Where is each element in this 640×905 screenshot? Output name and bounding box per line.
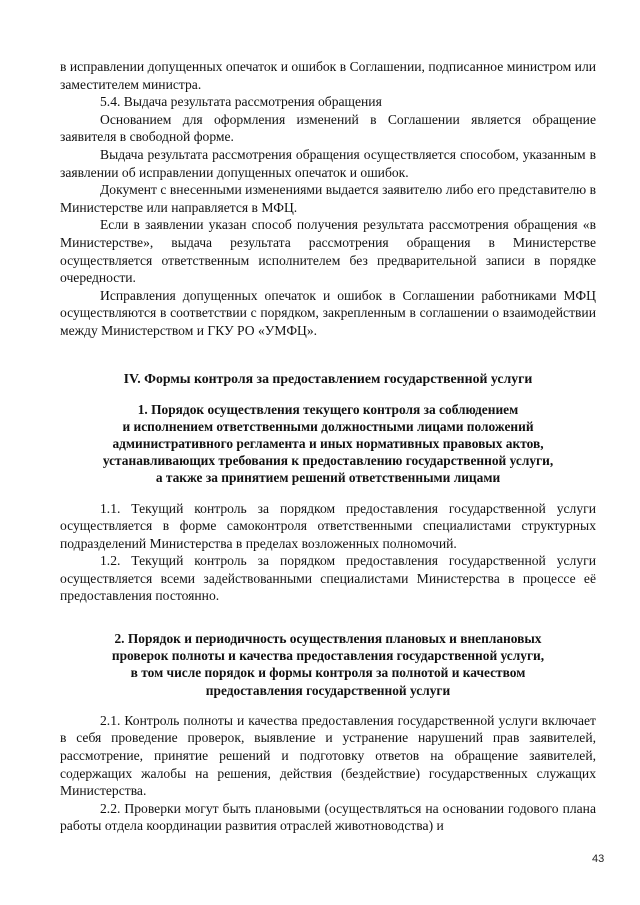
- subsection-title-line: и исполнением ответственными должностными лицами положений: [122, 418, 534, 434]
- paragraph: 2.2. Проверки могут быть плановыми (осуществляться на основании годового плана работы отдела координации развития отраслей животноводства) и: [60, 800, 596, 834]
- subsection-title-line: 2. Порядок и периодичность осуществления плановых и внеплановых: [114, 631, 542, 647]
- subsection-1-title: [60, 401, 596, 487]
- paragraph: Выдача результата рассмотрения обращения осуществляется способом, указанным в заявлении об исправлении допущенных опечаток и ошибок.: [60, 146, 596, 180]
- subsection-title-line: 1. Порядок осуществления текущего контроля за соблюдением: [137, 401, 519, 417]
- paragraph: 2.1. Контроль полноты и качества предоставления государственной услуги включает в себя проведение проверок, выявление и устранение нарушений прав заявителей, рассмотрение, принятие решений и подготовку ответов на обращение заявителей, содержащих жалобы на решения, действия (бездействие) государственных служащих Министерства.: [60, 712, 596, 799]
- paragraph: Исправления допущенных опечаток и ошибок в Соглашении работниками МФЦ осуществляются в соответствии с порядком, закрепленным в соглашении о взаимодействии между Министерством и ГКУ РО «УМФЦ».: [60, 287, 596, 338]
- paragraph: 1.1. Текущий контроль за порядком предоставления государственной услуги осуществляется в форме самоконтроля ответственными специалистами структурных подразделений Министерства в пределах возложенных полномочий.: [60, 500, 596, 551]
- document-page: [60, 58, 596, 835]
- subsection-title-line: в том числе порядок и формы контроля за полнотой и качеством: [130, 665, 526, 681]
- subsection-title-line: проверок полноты и качества предоставления государственной услуги,: [111, 648, 545, 664]
- paragraph: 1.2. Текущий контроль за порядком предоставления государственной услуги осуществляется всеми задействованными специалистами Министерства в процессе её предоставления постоянно.: [60, 553, 596, 604]
- subsection-title-line: а также за принятием решений ответственными лицами: [155, 470, 501, 486]
- section-title: IV. Формы контроля за предоставлением государственной услуги: [123, 370, 533, 386]
- subsection-2-title: [60, 630, 596, 699]
- subsection-title-line: административного регламента и иных нормативных правовых актов,: [112, 435, 544, 451]
- paragraph: Основанием для оформления изменений в Соглашении является обращение заявителя в свободной форме.: [60, 111, 596, 145]
- paragraph: Если в заявлении указан способ получения результата рассмотрения обращения «в Министерстве», выдача результата рассмотрения обращения в Министерстве осуществляется ответственным исполнителем без предварительной записи в порядке очередности.: [60, 217, 596, 286]
- paragraph: Документ с внесенными изменениями выдается заявителю либо его представителю в Министерстве или направляется в МФЦ.: [60, 182, 596, 215]
- subsection-title-line: предоставления государственной услуги: [205, 682, 451, 698]
- subsection-title-line: устанавливающих требования к предоставлению государственной услуги,: [102, 453, 554, 469]
- paragraph-continuation: в исправлении допущенных опечаток и ошибок в Соглашении, подписанное министром или заместителем министра.: [60, 59, 596, 92]
- clause-5-4-heading: 5.4. Выдача результата рассмотрения обращения: [100, 94, 382, 110]
- page-number: 43: [592, 853, 605, 865]
